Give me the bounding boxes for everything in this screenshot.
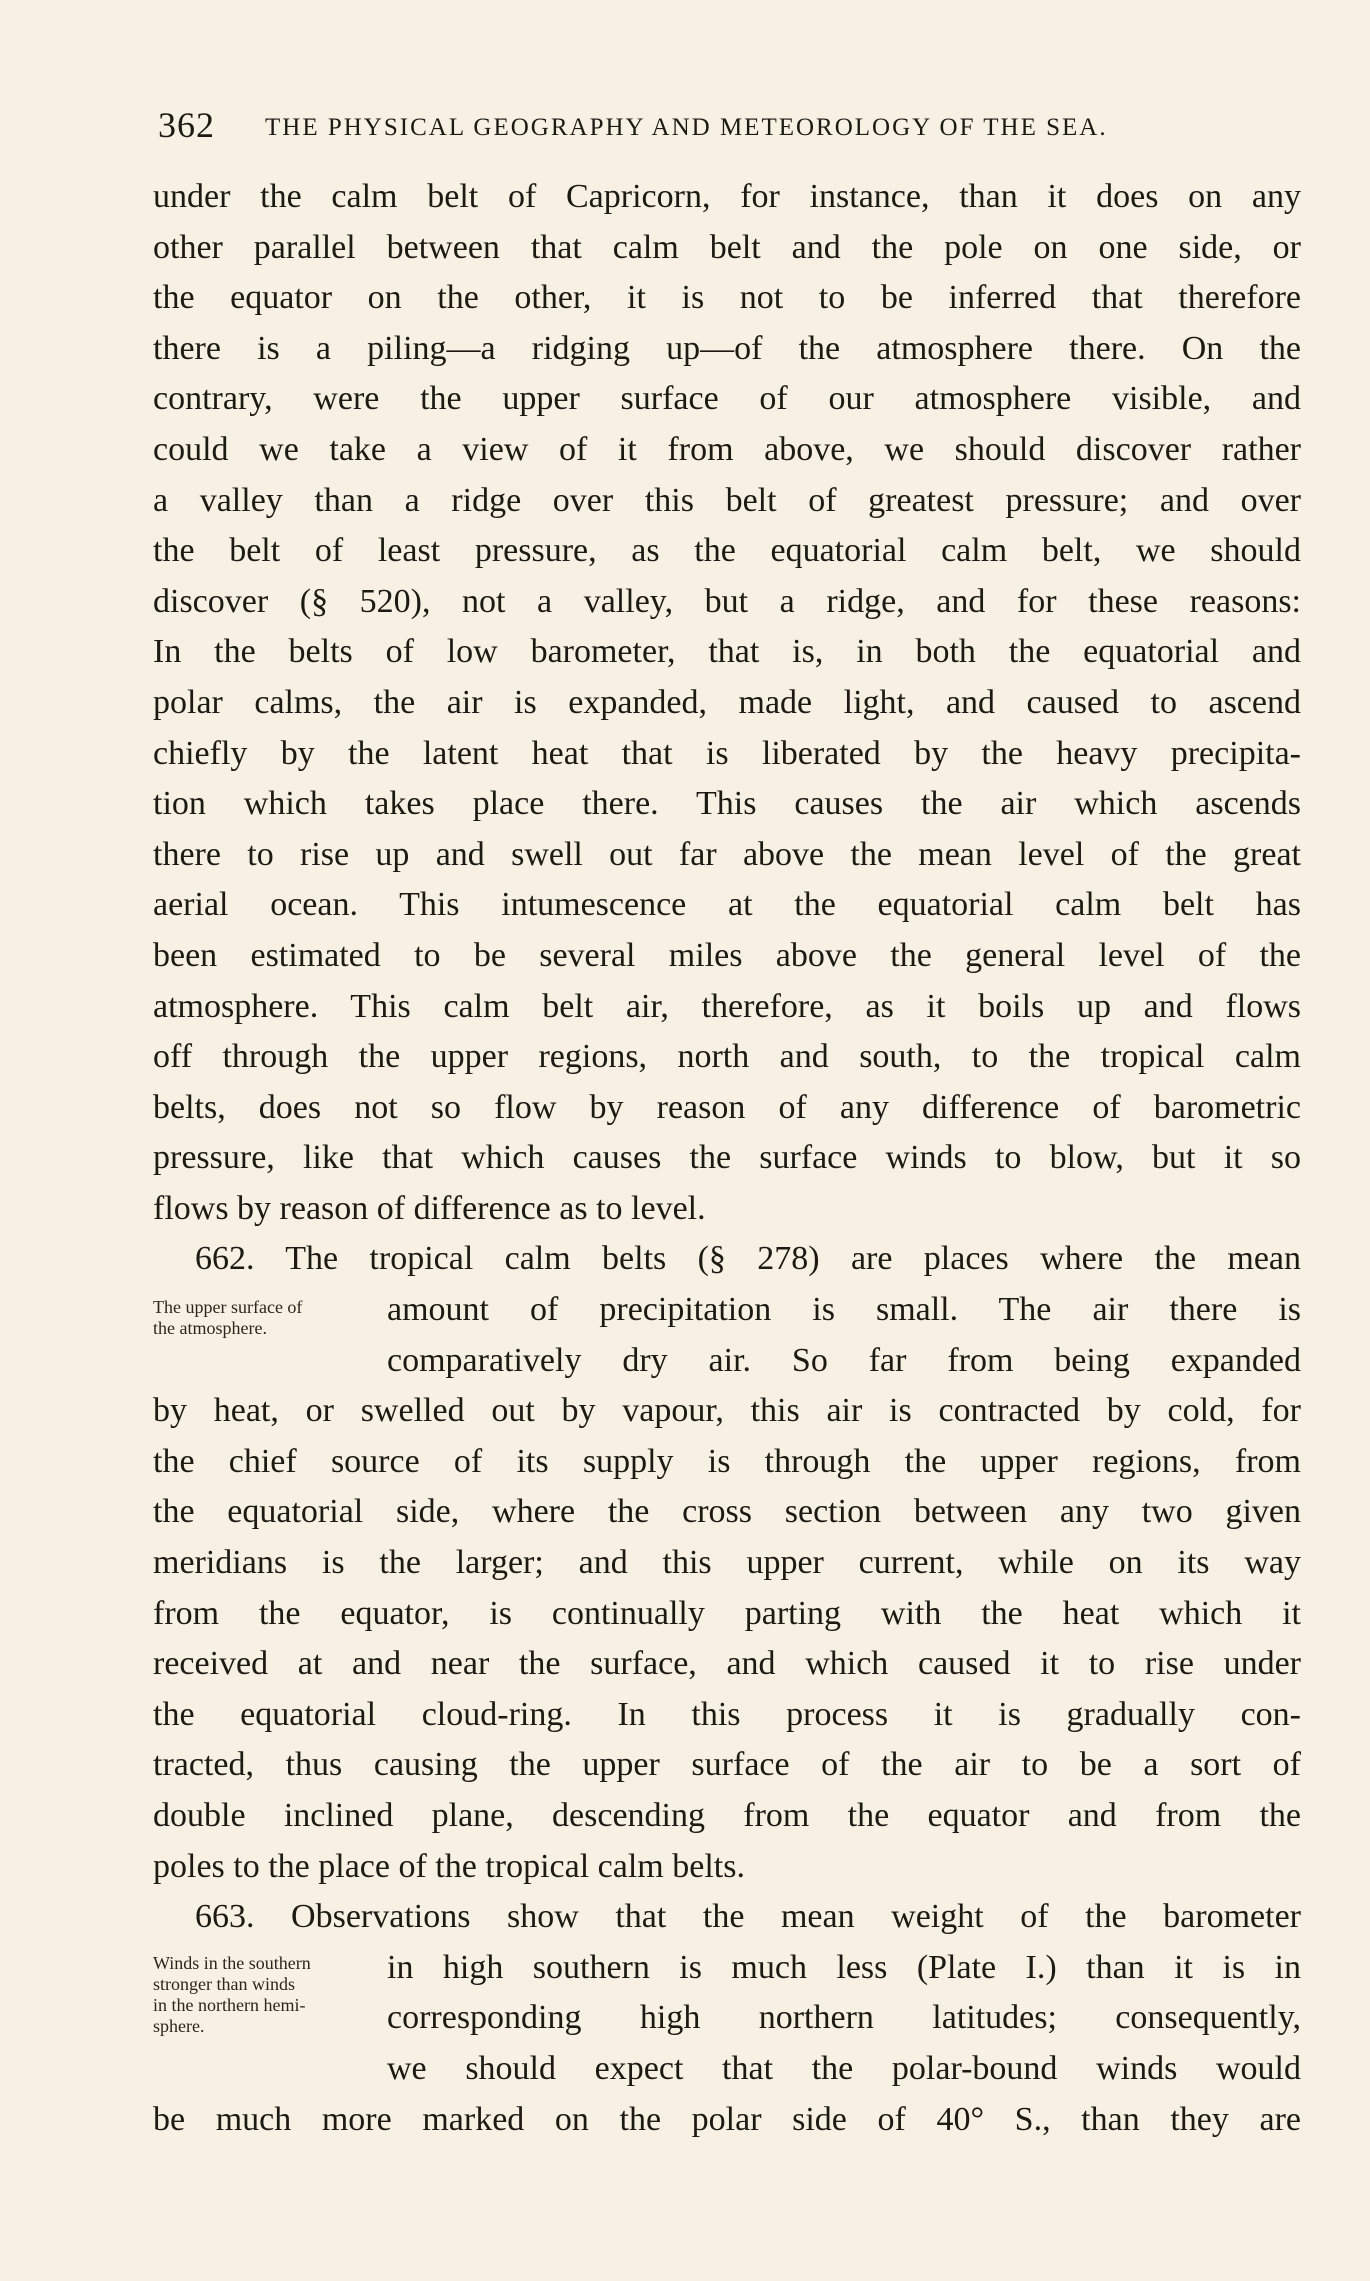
text-line: in high southern is much less (Plate I.) than it is in	[387, 1948, 1301, 1986]
sidenote-line: The upper surface of	[153, 1297, 303, 1318]
text-line: flows by reason of difference as to level.	[153, 1189, 706, 1227]
text-line: the equator on the other, it is not to be inferred that therefore	[153, 279, 1301, 317]
sidenote-663	[153, 1953, 311, 2037]
page-header	[150, 100, 1310, 150]
running-head: THE PHYSICAL GEOGRAPHY AND METEOROLOGY OF THE SEA.	[265, 114, 1108, 141]
sidenote-line: sphere.	[153, 2015, 205, 2036]
text-line: aerial ocean. This intumescence at the equatorial calm belt has	[153, 886, 1301, 924]
text-line: the chief source of its supply is through the upper regions, from	[153, 1442, 1301, 1480]
text-line: poles to the place of the tropical calm belts.	[153, 1847, 745, 1885]
text-line: from the equator, is continually parting with the heat which it	[153, 1594, 1301, 1632]
sidenote-662	[153, 1297, 302, 1339]
text-line: atmosphere. This calm belt air, therefore, as it boils up and flows	[153, 987, 1301, 1025]
text-line: comparatively dry air. So far from being expanded	[387, 1341, 1301, 1379]
text-line: the belt of least pressure, as the equatorial calm belt, we should	[153, 532, 1301, 570]
text-line: other parallel between that calm belt and the pole on one side, or	[153, 228, 1301, 266]
text-line: tion which takes place there. This causes the air which ascends	[153, 785, 1301, 823]
body-text	[153, 172, 1301, 2145]
text-line: under the calm belt of Capricorn, for instance, than it does on any	[153, 178, 1301, 215]
text-line: meridians is the larger; and this upper current, while on its way	[153, 1544, 1301, 1582]
text-line: belts, does not so flow by reason of any difference of barometric	[153, 1088, 1301, 1126]
paragraph-663-margin-block	[153, 1943, 1301, 2095]
paragraph-663-start: 663. Observations show that the mean weight of the barometer	[195, 1898, 1301, 1936]
text-line: contrary, were the upper surface of our atmosphere visible, and	[153, 380, 1301, 418]
paragraph-662-margin-block	[153, 1285, 1301, 1386]
text-line: the equatorial cloud-ring. In this process it is gradually con-	[153, 1695, 1301, 1733]
paragraph-662-start: 662. The tropical calm belts (§ 278) are places where the mean	[195, 1240, 1301, 1278]
text-line: there is a piling—a ridging up—of the atmosphere there. On the	[153, 329, 1301, 367]
text-line: the equatorial side, where the cross section between any two given	[153, 1493, 1301, 1531]
text-line: amount of precipitation is small. The air there is	[387, 1291, 1301, 1329]
text-line: we should expect that the polar-bound winds would	[387, 2049, 1301, 2087]
text-line: pressure, like that which causes the surface winds to blow, but it so	[153, 1139, 1301, 1177]
sidenote-line: in the northern hemi-	[153, 1994, 306, 2015]
sidenote-line: the atmosphere.	[153, 1318, 267, 1339]
text-line: corresponding high northern latitudes; consequently,	[387, 1999, 1301, 2037]
text-line: polar calms, the air is expanded, made light, and caused to ascend	[153, 683, 1301, 721]
text-line: by heat, or swelled out by vapour, this air is contracted by cold, for	[153, 1392, 1301, 1430]
text-line: discover (§ 520), not a valley, but a ridge, and for these reasons:	[153, 582, 1301, 620]
text-line: a valley than a ridge over this belt of greatest pressure; and over	[153, 481, 1301, 519]
text-line: off through the upper regions, north and south, to the tropical calm	[153, 1038, 1301, 1076]
text-line: In the belts of low barometer, that is, in both the equatorial and	[153, 633, 1301, 671]
sidenote-line: stronger than winds	[153, 1973, 295, 1994]
text-line: chiefly by the latent heat that is liberated by the heavy precipita-	[153, 734, 1301, 772]
text-line: received at and near the surface, and which caused it to rise under	[153, 1645, 1301, 1683]
text-line: be much more marked on the polar side of 40° S., than they are	[153, 2100, 1301, 2138]
sidenote-line: Winds in the southern	[153, 1952, 311, 1973]
page-number: 362	[158, 105, 215, 145]
text-line: could we take a view of it from above, we should discover rather	[153, 430, 1301, 468]
text-line: double inclined plane, descending from the equator and from the	[153, 1797, 1301, 1834]
text-line: been estimated to be several miles above the general level of the	[153, 936, 1301, 974]
text-line: tracted, thus causing the upper surface of the air to be a sort of	[153, 1746, 1301, 1784]
text-line: there to rise up and swell out far above the mean level of the great	[153, 835, 1301, 873]
